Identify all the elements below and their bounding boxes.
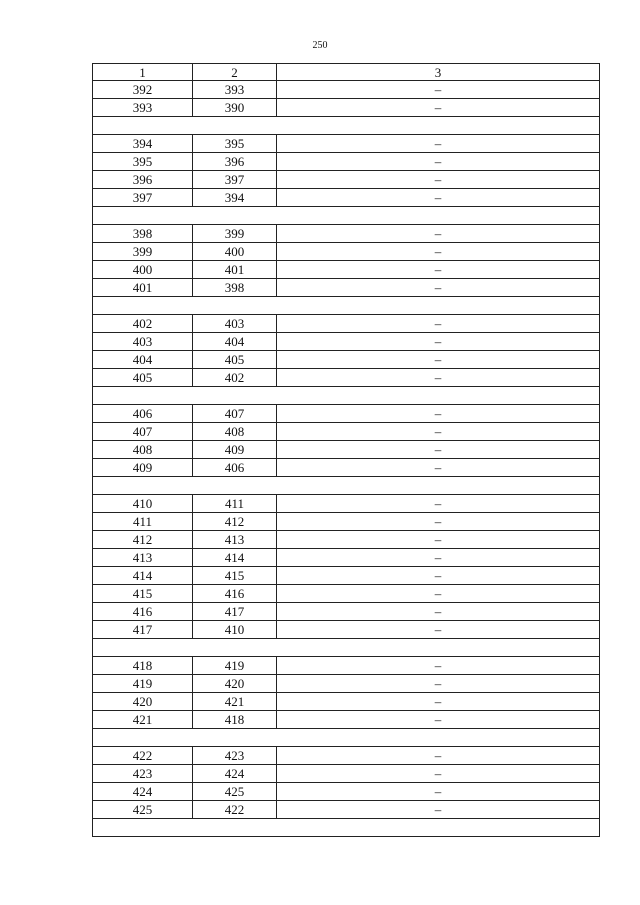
table-cell-col-1: 394 [93, 135, 193, 152]
table-cell-col-1: 413 [93, 549, 193, 566]
data-table [92, 63, 600, 837]
table-row [93, 567, 599, 585]
table-cell-col-1: 419 [93, 675, 193, 692]
table-cell-col-2: 419 [193, 657, 277, 674]
table-cell-col-1: 420 [93, 693, 193, 710]
table-cell-col-3: – [434, 190, 442, 205]
table-row [93, 171, 599, 189]
table-cell-col-2: 393 [193, 81, 277, 98]
table-cell-col-2: 425 [193, 783, 277, 800]
table-cell-col-1: 421 [93, 711, 193, 728]
table-cell-col-3: – [434, 370, 442, 385]
table-cell-col-1: 408 [93, 441, 193, 458]
table-cell-col-1: 415 [93, 585, 193, 602]
table-row [93, 513, 599, 531]
table-cell-col-3: – [434, 568, 442, 583]
table-cell-col-1: 424 [93, 783, 193, 800]
table-cell-col-2: 398 [193, 279, 277, 296]
table-cell-col-2: 409 [193, 441, 277, 458]
table-cell-col-3: – [434, 316, 442, 331]
table-cell-col-2: 413 [193, 531, 277, 548]
table-cell-col-2: 405 [193, 351, 277, 368]
table-cell-col-2: 412 [193, 513, 277, 530]
table-cell-col-1: 402 [93, 315, 193, 332]
table-row [93, 369, 599, 387]
table-row [93, 81, 599, 99]
table-cell-col-1: 404 [93, 351, 193, 368]
table-cell-col-2: 402 [193, 369, 277, 386]
table-cell-col-2: 420 [193, 675, 277, 692]
table-cell-col-3: – [434, 784, 442, 799]
table-cell-col-1: 411 [93, 513, 193, 530]
table-cell-col-2: 394 [193, 189, 277, 206]
table-cell-col-3: – [434, 514, 442, 529]
table-cell-col-1: 406 [93, 405, 193, 422]
table-cell-col-1: 400 [93, 261, 193, 278]
table-row [93, 99, 599, 117]
table-cell-col-2: 407 [193, 405, 277, 422]
table-row [93, 459, 599, 477]
table-row [93, 333, 599, 351]
table-cell-col-3: – [434, 136, 442, 151]
table-cell-col-2: 411 [193, 495, 277, 512]
table-cell-col-1: 412 [93, 531, 193, 548]
table-row [93, 693, 599, 711]
table-row [93, 243, 599, 261]
table-cell-col-1: 397 [93, 189, 193, 206]
table-cell-col-2: 396 [193, 153, 277, 170]
table-cell-col-2: 406 [193, 459, 277, 476]
table-row [93, 765, 599, 783]
table-cell-col-3: – [434, 766, 442, 781]
table-row [93, 711, 599, 729]
table-cell-col-3: – [434, 802, 442, 817]
table-cell-col-3: – [434, 460, 442, 475]
table-cell-col-3: – [434, 496, 442, 511]
table-cell-col-1: 395 [93, 153, 193, 170]
table-cell-col-3: – [434, 154, 442, 169]
table-row [93, 549, 599, 567]
group-separator-row [93, 117, 599, 135]
table-cell-col-1: 414 [93, 567, 193, 584]
table-cell-col-2: 424 [193, 765, 277, 782]
table-row [93, 153, 599, 171]
table-row [93, 801, 599, 819]
table-cell-col-2: 417 [193, 603, 277, 620]
table-cell-col-3: – [434, 658, 442, 673]
table-row [93, 603, 599, 621]
table-row [93, 585, 599, 603]
table-cell-col-1: 392 [93, 81, 193, 98]
group-separator-row [93, 639, 599, 657]
table-cell-col-2: 418 [193, 711, 277, 728]
table-cell-col-3: – [434, 694, 442, 709]
table-row [93, 405, 599, 423]
header-col-2: 2 [193, 64, 277, 80]
table-cell-col-3: – [434, 82, 442, 97]
table-cell-col-1: 425 [93, 801, 193, 818]
table-cell-col-3: – [434, 604, 442, 619]
table-cell-col-1: 396 [93, 171, 193, 188]
group-separator-row [93, 477, 599, 495]
table-row [93, 279, 599, 297]
table-cell-col-1: 399 [93, 243, 193, 260]
table-row [93, 783, 599, 801]
group-separator-row [93, 819, 599, 837]
group-separator-row [93, 387, 599, 405]
table-cell-col-1: 405 [93, 369, 193, 386]
table-cell-col-2: 415 [193, 567, 277, 584]
header-col-3: 3 [434, 64, 442, 80]
table-cell-col-1: 418 [93, 657, 193, 674]
header-col-1: 1 [93, 64, 193, 80]
table-cell-col-3: – [434, 352, 442, 367]
table-row [93, 675, 599, 693]
table-row [93, 423, 599, 441]
table-row [93, 621, 599, 639]
table-cell-col-3: – [434, 550, 442, 565]
table-cell-col-2: 403 [193, 315, 277, 332]
table-cell-col-1: 409 [93, 459, 193, 476]
table-cell-col-3: – [434, 532, 442, 547]
table-cell-col-1: 401 [93, 279, 193, 296]
table-cell-col-3: – [434, 622, 442, 637]
table-cell-col-2: 399 [193, 225, 277, 242]
table-cell-col-2: 421 [193, 693, 277, 710]
table-cell-col-1: 393 [93, 99, 193, 116]
table-row [93, 747, 599, 765]
table-cell-col-2: 408 [193, 423, 277, 440]
table-cell-col-2: 395 [193, 135, 277, 152]
table-cell-col-3: – [434, 280, 442, 295]
table-row [93, 441, 599, 459]
table-cell-col-3: – [434, 424, 442, 439]
table-cell-col-2: 404 [193, 333, 277, 350]
table-cell-col-2: 423 [193, 747, 277, 764]
table-cell-col-3: – [434, 586, 442, 601]
table-row [93, 351, 599, 369]
table-row [93, 135, 599, 153]
table-cell-col-1: 422 [93, 747, 193, 764]
table-cell-col-1: 423 [93, 765, 193, 782]
group-separator-row [93, 207, 599, 225]
table-cell-col-3: – [434, 172, 442, 187]
table-cell-col-2: 422 [193, 801, 277, 818]
table-cell-col-1: 398 [93, 225, 193, 242]
table-cell-col-3: – [434, 244, 442, 259]
table-cell-col-1: 407 [93, 423, 193, 440]
table-cell-col-3: – [434, 748, 442, 763]
table-row [93, 657, 599, 675]
table-cell-col-3: – [434, 334, 442, 349]
table-row [93, 531, 599, 549]
group-separator-row [93, 729, 599, 747]
table-cell-col-1: 417 [93, 621, 193, 638]
table-cell-col-2: 400 [193, 243, 277, 260]
table-row [93, 225, 599, 243]
table-row [93, 189, 599, 207]
table-cell-col-3: – [434, 406, 442, 421]
table-cell-col-1: 416 [93, 603, 193, 620]
table-cell-col-2: 410 [193, 621, 277, 638]
page-number: 250 [312, 40, 328, 51]
table-cell-col-3: – [434, 676, 442, 691]
table-cell-col-3: – [434, 262, 442, 277]
table-cell-col-3: – [434, 226, 442, 241]
table-cell-col-1: 410 [93, 495, 193, 512]
table-cell-col-2: 401 [193, 261, 277, 278]
table-cell-col-2: 397 [193, 171, 277, 188]
table-cell-col-2: 416 [193, 585, 277, 602]
table-cell-col-2: 414 [193, 549, 277, 566]
table-row [93, 261, 599, 279]
table-cell-col-3: – [434, 100, 442, 115]
table-cell-col-3: – [434, 442, 442, 457]
table-row [93, 495, 599, 513]
table-cell-col-2: 390 [193, 99, 277, 116]
table-cell-col-1: 403 [93, 333, 193, 350]
group-separator-row [93, 297, 599, 315]
table-header-row [93, 64, 599, 81]
table-row [93, 315, 599, 333]
table-cell-col-3: – [434, 712, 442, 727]
